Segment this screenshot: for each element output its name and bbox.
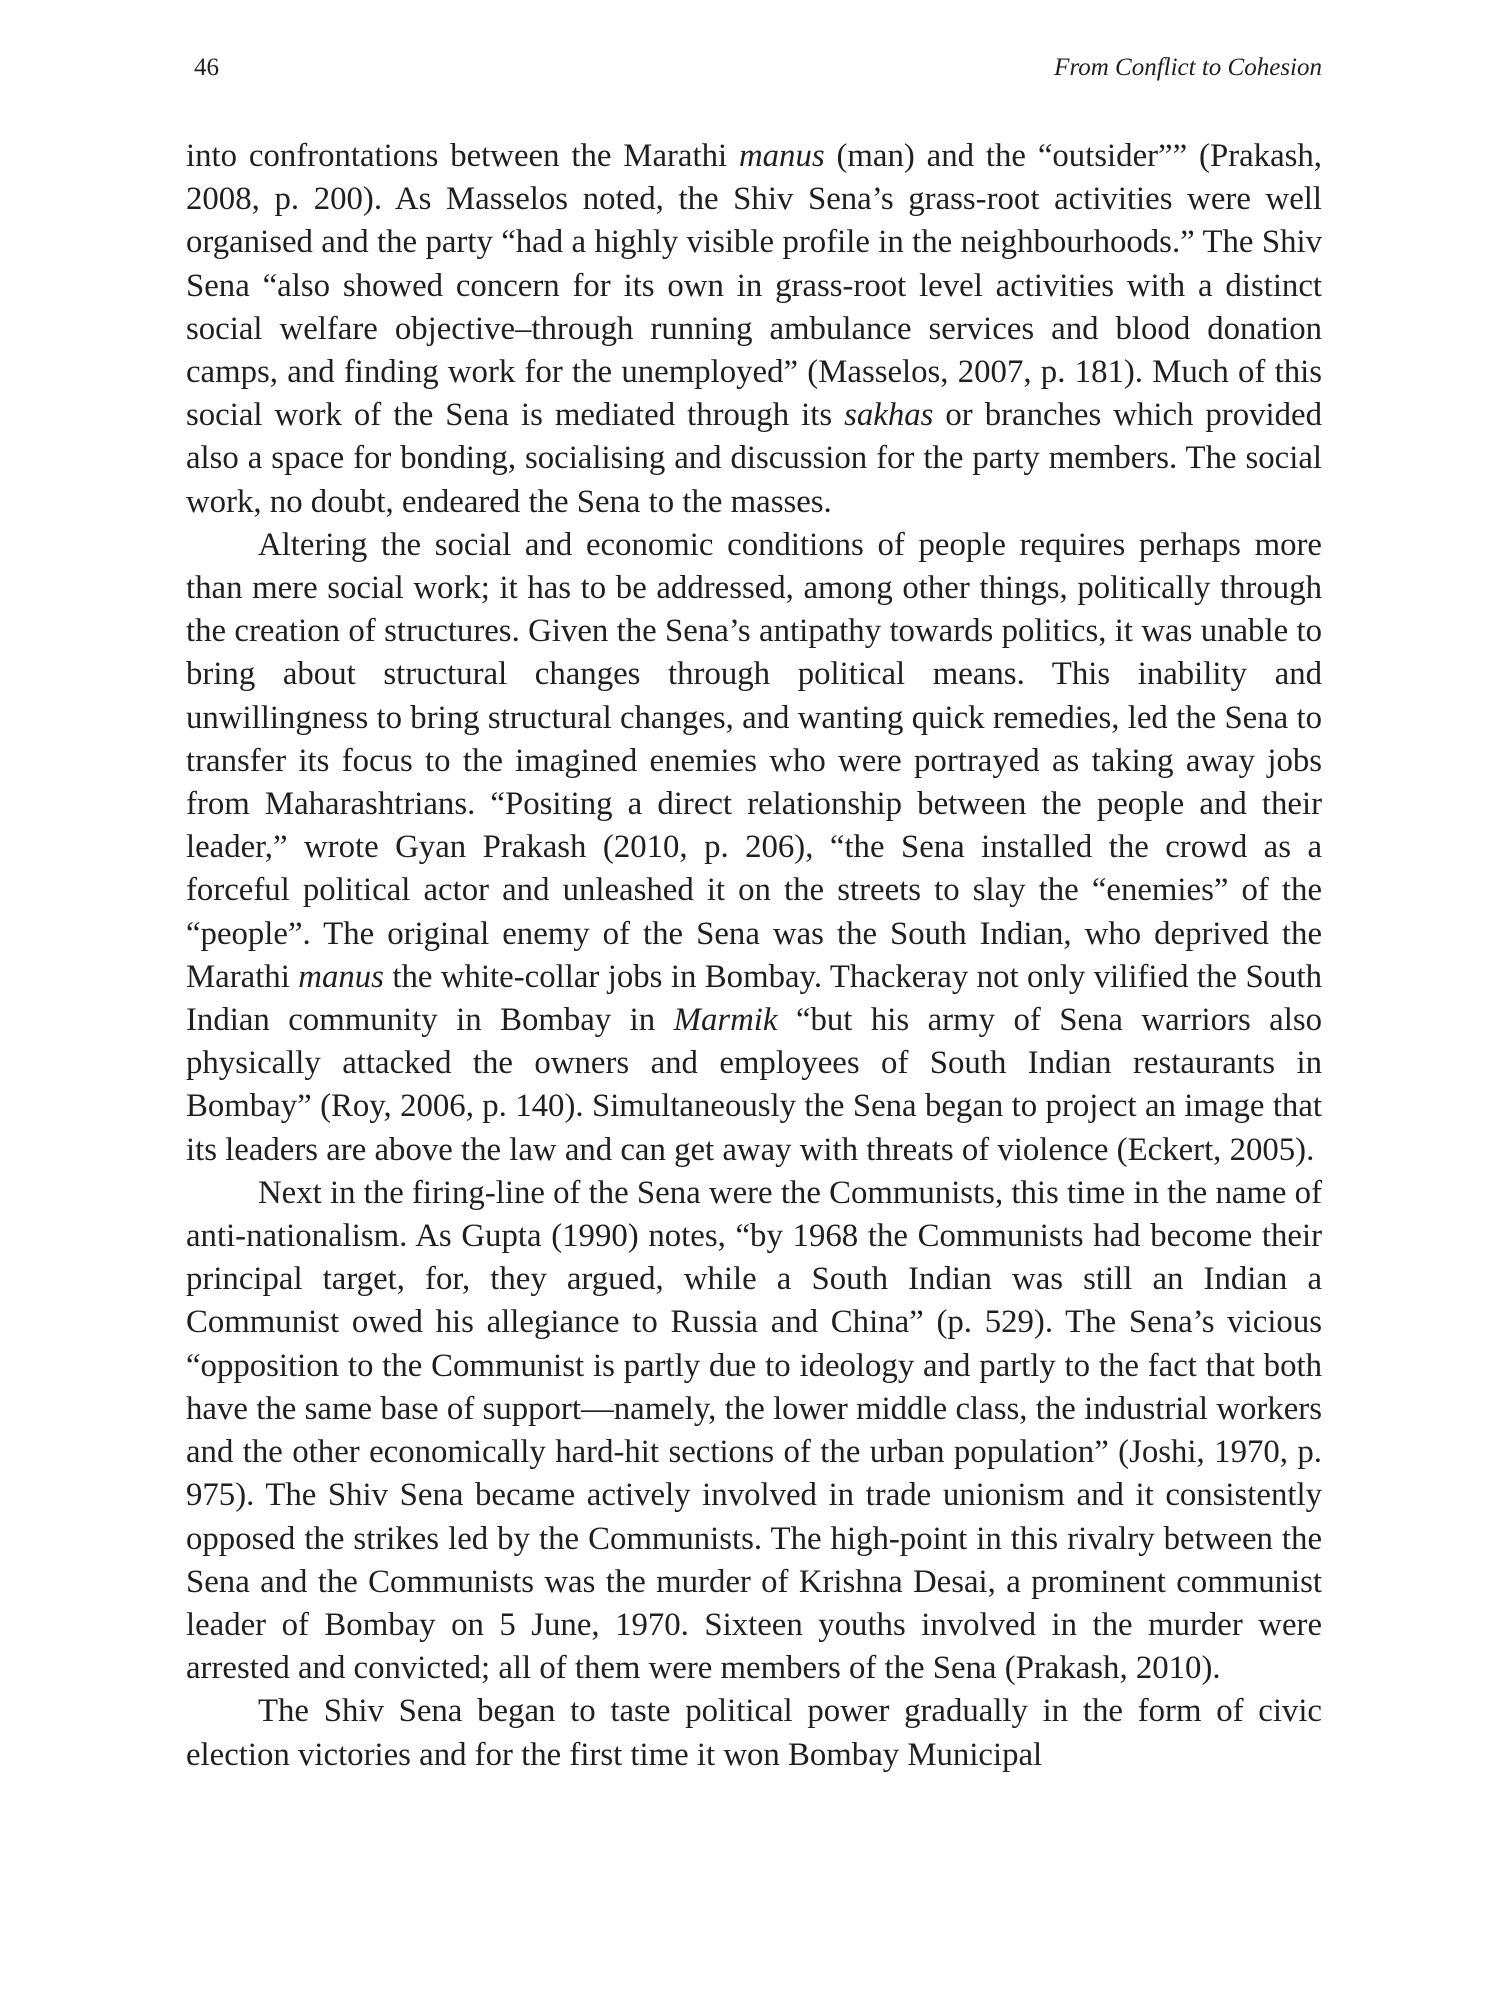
paragraph-1 (186, 135, 1322, 524)
paragraph-2 (186, 524, 1322, 1172)
text-run: The Shiv Sena began to taste political power gradually in the form of civic election victories and for the first time it won Bombay Municipal (186, 1693, 1322, 1773)
page-number: 46 (194, 54, 219, 81)
text-run: or branches which provided also a space for bonding, socialising and discussion for the party members. The social work, no doubt, endeared the Sena to the masses. (186, 397, 1322, 520)
text-run: Altering the social and economic conditions of people requires perhaps more than mere social work; it has to be addressed, among other things, politically through the creation of structures. Given the Sena’s antipathy towards politics, it was unable to bring about structural changes through political means. This inability and unwillingness to bring structural changes, and wanting quick remedies, led the Sena to transfer its focus to the imagined enemies who were portrayed as taking away jobs from Maharashtrians. “Positing a direct relationship between the people and their leader,” wrote Gyan Prakash (2010, p. 206), “the Sena installed the crowd as a forceful political actor and unleashed it on the streets to slay the “enemies” of the “people”. The original enemy of the Sena was the South Indian, who deprived the Marathi (186, 526, 1322, 995)
paragraph-3 (186, 1172, 1322, 1690)
text-run: Next in the firing-line of the Sena were the Communists, this time in the name of anti-nationalism. As Gupta (1990) notes, “by 1968 the Communists had become their principal target, for, they argued, while a South Indian was still an Indian a Communist owed his allegiance to Russia and China” (p. 529). The Sena’s vicious “opposition to the Communist is partly due to ideology and partly to the fact that both have the same base of support—namely, the lower middle class, the industrial workers and the other economically hard-hit sections of the urban population” (Joshi, 1970, p. 975). The Shiv Sena became actively involved in trade unionism and it consistently opposed the strikes led by the Communists. The high-point in this rivalry between the Sena and the Communists was the murder of Krishna Desai, a prominent communist leader of Bombay on 5 June, 1970. Sixteen youths involved in the murder were arrested and convicted; all of them were members of the Sena (Prakash, 2010). (186, 1174, 1322, 1687)
text-run: (man) and the “outsider”” (Prakash, 2008, p. 200). As Masselos noted, the Shiv Sena’s grass-root activities were well organised and the party “had a highly visible profile in the neighbourhoods.” The Shiv Sena “also showed concern for its own in grass-root level activities with a distinct social welfare objective–through running ambulance services and blood donation camps, and finding work for the unemployed” (Masselos, 2007, p. 181). Much of this social work of the Sena is mediated through its (186, 138, 1322, 434)
italic-term-sakhas: sakhas (844, 397, 934, 434)
paragraph-4 (186, 1690, 1322, 1776)
text-run: “but his army of Sena warriors also physically attacked the owners and employees of South Indian restaurants in Bombay” (Roy, 2006, p. 140). Simultaneously the Sena began to project an image that its leaders are above the law and can get away with threats of violence (Eckert, 2005). (186, 1002, 1322, 1168)
page-header (194, 54, 1322, 94)
text-run: the white-collar jobs in Bombay. Thackeray not only vilified the South Indian community in Bombay in (186, 958, 1322, 1039)
body-text (186, 135, 1322, 1777)
text-run: into confrontations between the Marathi (186, 138, 739, 174)
italic-term-manus: manus (298, 958, 384, 995)
italic-term-marmik: Marmik (673, 1002, 778, 1039)
running-title: From Conflict to Cohesion (1054, 54, 1322, 81)
italic-term-manus: manus (738, 138, 825, 174)
